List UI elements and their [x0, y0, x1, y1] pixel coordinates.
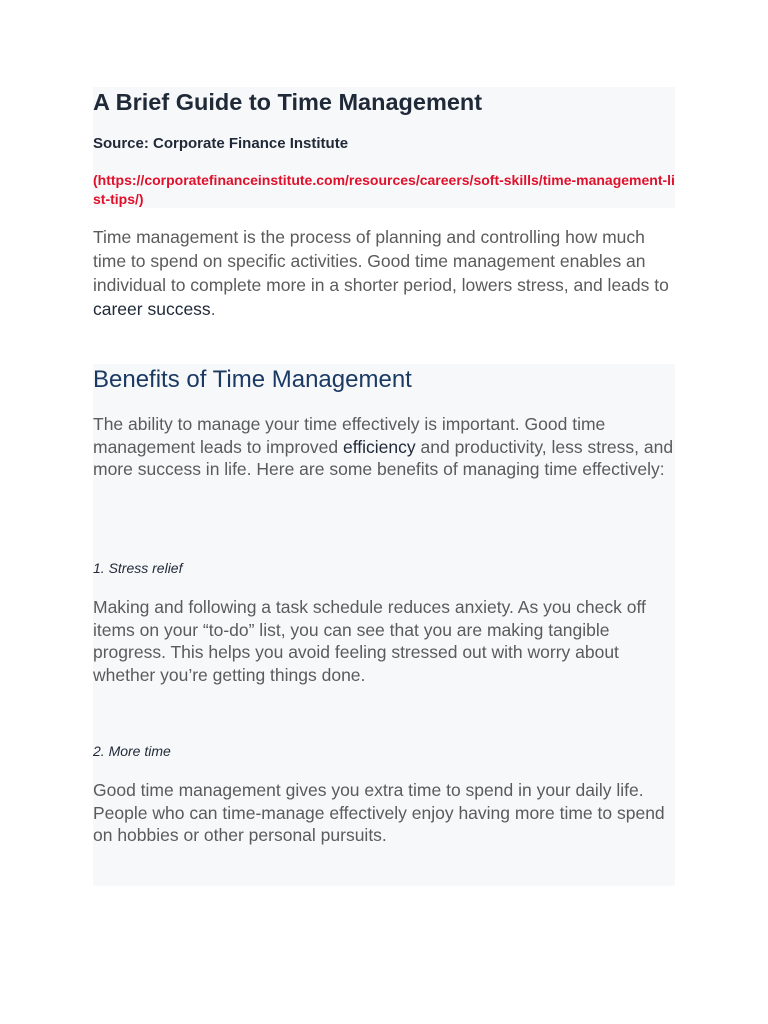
page-title: A Brief Guide to Time Management [93, 89, 483, 115]
benefits-intro-paragraph [93, 413, 675, 481]
benefits-intro-text-end: and productivity, less stress, and more success in life. Here are some benefits of managing time effectively: [93, 436, 674, 479]
benefit-paragraph-more-time: Good time management gives you extra time to spend in your daily life. People who can time-manage effectively enjoy having more time to spend on hobbies or other personal pursuits. [93, 780, 665, 845]
benefits-heading: Benefits of Time Management [93, 366, 412, 393]
source-label: Source: Corporate Finance Institute [93, 135, 349, 152]
benefits-intro-text: The ability to manage your time effectively is important. Good time management leads to improved [93, 414, 606, 457]
source-url-link[interactable]: (https://corporatefinanceinstitute.com/resources/careers/soft-skills/time-management-list-tips/) [93, 172, 675, 207]
benefit-paragraph-stress-relief: Making and following a task schedule reduces anxiety. As you check off items on your “to-do” list, you can see that you are making tangible progress. This helps you avoid feeling stressed out with worry about whether you’re getting things done. [93, 597, 646, 685]
benefit-title-more-time: 2. More time [93, 743, 171, 759]
career-success-link[interactable]: career success [93, 299, 211, 319]
intro-text: Time management is the process of planning and controlling how much time to spend on specific activities. Good time management enables an individual to complete more in a shorter period, lowers stress, and leads to [93, 227, 669, 295]
efficiency-link[interactable]: efficiency [343, 436, 416, 457]
intro-paragraph [93, 225, 675, 321]
intro-text-end: . [210, 299, 216, 319]
benefit-title-stress-relief: 1. Stress relief [93, 560, 183, 576]
